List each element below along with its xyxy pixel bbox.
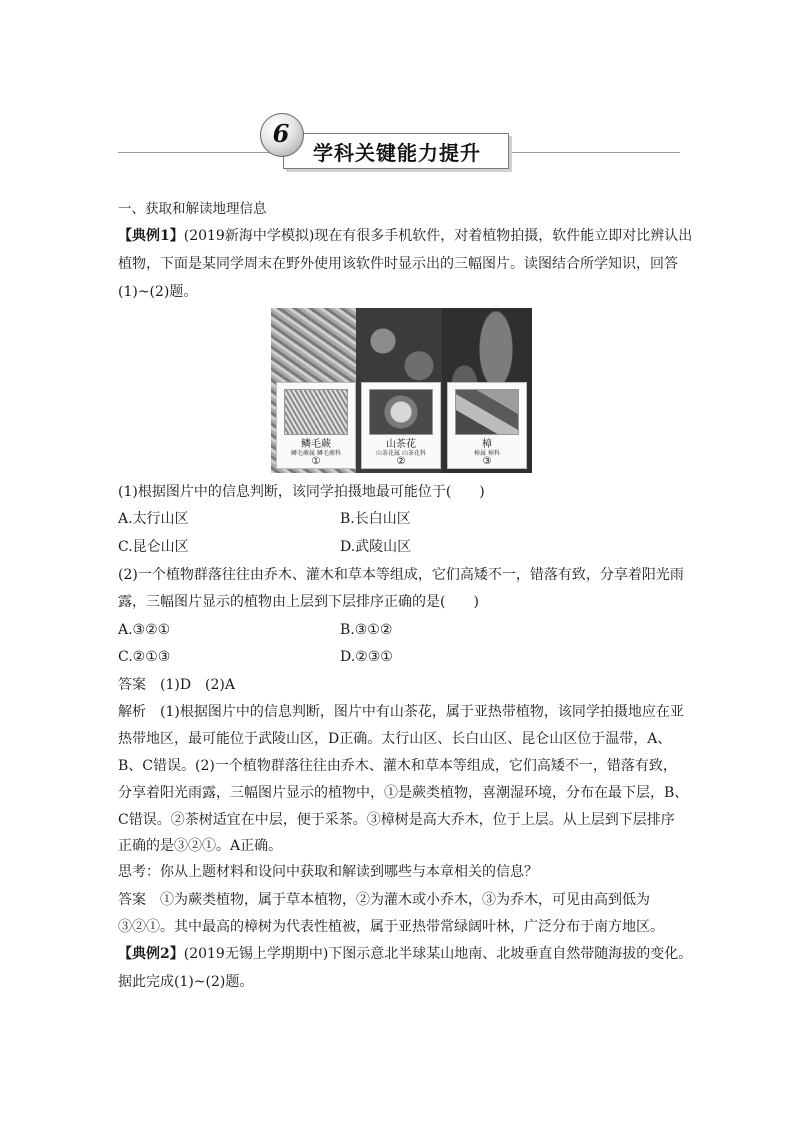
plant-taxonomy: 鳞毛蕨属 鳞毛蕨科 xyxy=(291,450,341,457)
plant-photo-2 xyxy=(356,308,446,473)
plant-card-1 xyxy=(276,382,356,469)
analysis-line-1: 解析 (1)根据图片中的信息判断，图片中有山茶花，属于亚热带植物，该同学拍摄地应在亚 xyxy=(118,704,684,720)
example1-line-3: (1)~(2)题。 xyxy=(118,284,198,300)
section-title: 一、获取和解读地理信息 xyxy=(118,201,267,217)
analysis-line-5: C错误。②茶树适宜在中层，便于采茶。③樟树是高大乔木，位于上层。从上层到下层排序 xyxy=(118,812,675,828)
plant-index: ③ xyxy=(482,456,492,467)
analysis-line-2: 热带地区，最可能位于武陵山区，D正确。太行山区、长白山区、昆仑山区位于温带，A、 xyxy=(118,731,672,747)
plant-name: 樟 xyxy=(482,439,492,450)
q2-option-b: B.③①② xyxy=(340,622,393,638)
example1-line-1: 【典例1】(2019新海中学模拟)现在有很多手机软件，对着植物拍摄，软件能立即对比辨认出 xyxy=(118,228,693,244)
analysis-line-4: 分享着阳光雨露，三幅图片显示的植物中，①是蕨类植物，喜潮湿环境，分布在最下层，B、 xyxy=(118,785,689,801)
plant-taxonomy: 山茶花属 山茶花科 xyxy=(376,450,426,457)
header-title: 学科关键能力提升 xyxy=(313,141,481,165)
answer-2-line-1: 答案 ①为蕨类植物，属于草本植物，②为灌木或小乔木，③为乔木，可见由高到低为 xyxy=(118,892,650,908)
q2-stem-line-2: 露，三幅图片显示的植物由上层到下层排序正确的是( ) xyxy=(118,594,479,610)
answer-2-line-2: ③②①。其中最高的樟树为代表性植被，属于亚热带常绿阔叶林，广泛分布于南方地区。 xyxy=(118,919,664,935)
q1-option-c: C.昆仑山区 xyxy=(118,539,189,555)
analysis-line-6: 正确的是③②①。A正确。 xyxy=(118,838,283,854)
analysis-line-3: B、C错误。(2)一个植物群落往往由乔木、灌木和草本等组成，它们高矮不一，错落有致， xyxy=(118,758,677,774)
example2-line-2: 据此完成(1)~(2)题。 xyxy=(118,974,254,990)
plant-thumb-3 xyxy=(455,389,519,435)
plant-card-2 xyxy=(361,382,441,469)
q1-option-a: A.太行山区 xyxy=(118,511,189,527)
plant-thumb-1 xyxy=(284,389,348,435)
plant-index: ① xyxy=(311,456,321,467)
q1-option-d: D.武陵山区 xyxy=(340,539,412,555)
plant-thumb-2 xyxy=(369,389,433,435)
q2-option-d: D.②③① xyxy=(340,649,393,665)
q1-stem: (1)根据图片中的信息判断，该同学拍摄地最可能位于( ) xyxy=(118,484,485,500)
answer-1: 答案 (1)D (2)A xyxy=(118,677,235,693)
example1-tag: 【典例1】 xyxy=(118,228,184,244)
header-number: 6 xyxy=(272,119,290,148)
plant-name: 鳞毛蕨 xyxy=(301,439,331,450)
example2-tag: 【典例2】 xyxy=(118,946,184,962)
q2-option-a: A.③②① xyxy=(118,622,171,638)
q2-option-c: C.②①③ xyxy=(118,649,171,665)
thinking-question: 思考：你从上题材料和设问中获取和解读到哪些与本章相关的信息？ xyxy=(118,864,538,880)
q1-option-b: B.长白山区 xyxy=(340,511,411,527)
plant-index: ② xyxy=(396,456,406,467)
example1-line-2: 植物，下面是某同学周末在野外使用该软件时显示出的三幅图片。读图结合所学知识，回答 xyxy=(118,256,678,272)
plant-photo-3 xyxy=(442,308,532,473)
example2-line-1: 【典例2】(2019无锡上学期期中)下图示意北半球某山地南、北坡垂直自然带随海拔的变化。 xyxy=(118,946,693,962)
plant-photo-1 xyxy=(271,308,361,473)
q2-stem-line-1: (2)一个植物群落往往由乔木、灌木和草本等组成，它们高矮不一，错落有致，分享着阳光雨 xyxy=(118,567,684,583)
plant-taxonomy: 樟属 樟科 xyxy=(474,450,500,457)
plant-card-3 xyxy=(447,382,527,469)
plant-name: 山茶花 xyxy=(386,439,416,450)
